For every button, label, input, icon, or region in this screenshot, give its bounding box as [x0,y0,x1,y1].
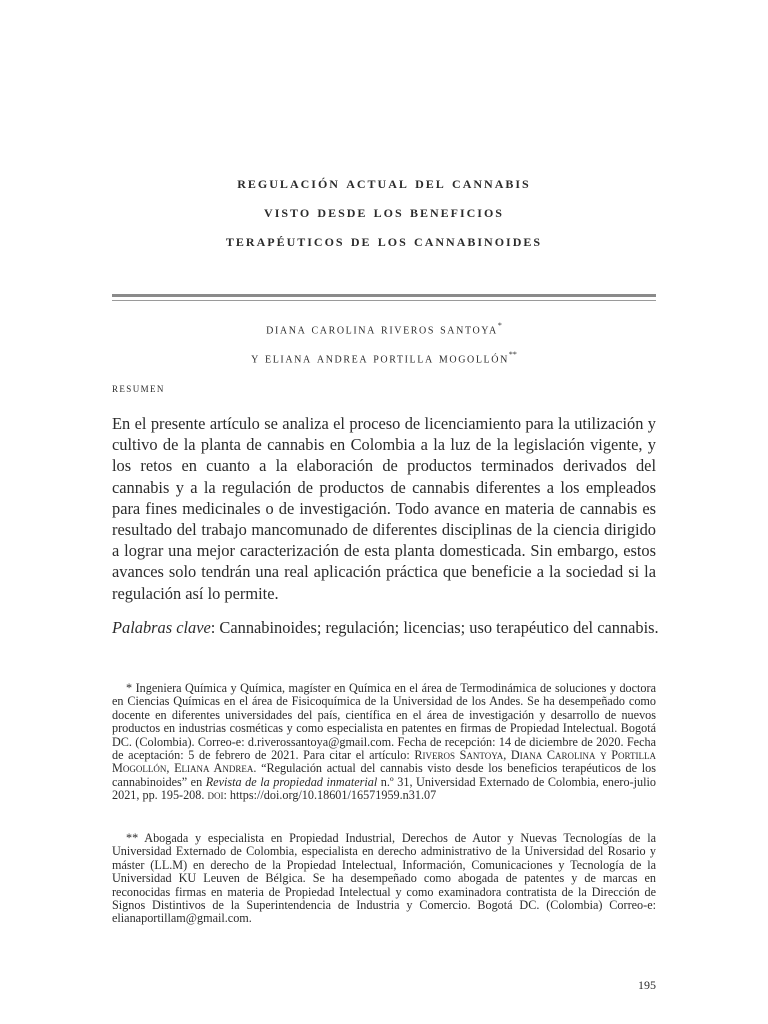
title-line-2: visto desde los beneficios [264,202,504,221]
footnote-1-authors: Riveros Santoya, Diana Carolina y Portilla Mogollón, Eliana Andrea [112,748,656,776]
footnote-1-issue: n.º 31, Universidad Externado de Colombia, enero-julio 2021, pp. 195-208. [112,774,656,803]
title-line-3: terapéuticos de los cannabinoides [225,231,543,250]
footnote-mark-1: * [497,321,502,330]
title-line-1: regulación actual del cannabis [237,173,531,192]
abstract-text: En el presente artículo se analiza el proceso de licenciamiento para la utilización y cultivo de la planta de cannabis en Colombia a la luz de la legislación vigente, y los retos en cuanto a la elaboración de productos terminados derivados del cannabis y a la regulación de productos de cannabis diferentes a los empleados para fines medicinales o de investigación. Todo avance en materia de cannabis es resultado del trabajo mancomunado de diferentes disciplinas de la ciencia dirigido a lograr una mejor caracterización de esta planta domesticada. Sin embargo, estos avances solo tendrán una real aplicación práctica que beneficie a la sociedad si la regulación así lo permite. [112,414,656,603]
authors [112,314,656,371]
article-title [112,168,656,255]
keywords [112,617,672,638]
footnote-1-journal: Revista de la propiedad inmaterial [205,774,378,789]
footnote-1-citation: . “Regulación actual del cannabis visto desde los beneficios terapéuticos de los cannabinoides” en [112,761,656,789]
author-line-2: y eliana andrea portilla mogollón** [251,349,517,367]
keywords-label: Palabras clave [112,618,211,637]
footnote-2: ** Abogada y especialista en Propiedad Industrial, Derechos de Autor y Nuevas Tecnologías de la Universidad Externado de Colombia, especialista en derecho administrativo de la Universidad del Rosario y máster (LL.M) en derecho de la Propiedad Intelectual, Información, Comunicaciones y Tecnología de la Universidad KU Leuven de Bélgica. Se ha desempeñado como abogada de patentes y de marcas en reconocidas firmas en materia de Propiedad Intelectual y como examinadora contratista de la Dirección de Signos Distintivos de la Superintendencia de Industria y Comercio. Bogotá DC. (Colombia) Correo-e: elianaportillam@gmail.com. [112,831,656,926]
footnote-1-doi: : https://doi.org/10.18601/16571959.n31.07 [223,788,437,803]
footnote-1 [112,682,656,803]
footnote-1-text: * Ingeniera Química y Química, magíster en Química en el área de Termodinámica de soluciones y doctora en Ciencias Químicas en el área de Fisicoquímica de la Universidad de los Andes. Se ha desempeñado como docente en diferentes universidades del país, científica en el área de investigación y desarrollo de nuevos productos en industrias cosméticas y como especialista en patentes en firmas de Propiedad Intelectual. Bogotá DC. (Colombia). Correo-e: d.riverossantoya@gmail.com. Fecha de recepción: 14 de diciembre de 2020. Fecha de aceptación: 5 de febrero de 2021. Para citar el artículo: [112,681,656,763]
title-rule-thin [112,300,656,301]
page-number: 195 [638,978,656,992]
abstract-heading: resumen [112,380,165,395]
footnote-1-doi-label: doi [207,788,224,803]
title-rule-thick [112,294,656,297]
author-line-1: diana carolina riveros santoya* [266,321,502,338]
keywords-text: : Cannabinoides; regulación; licencias; uso terapéutico del cannabis. [210,618,659,637]
footnote-mark-2: ** [508,349,517,359]
